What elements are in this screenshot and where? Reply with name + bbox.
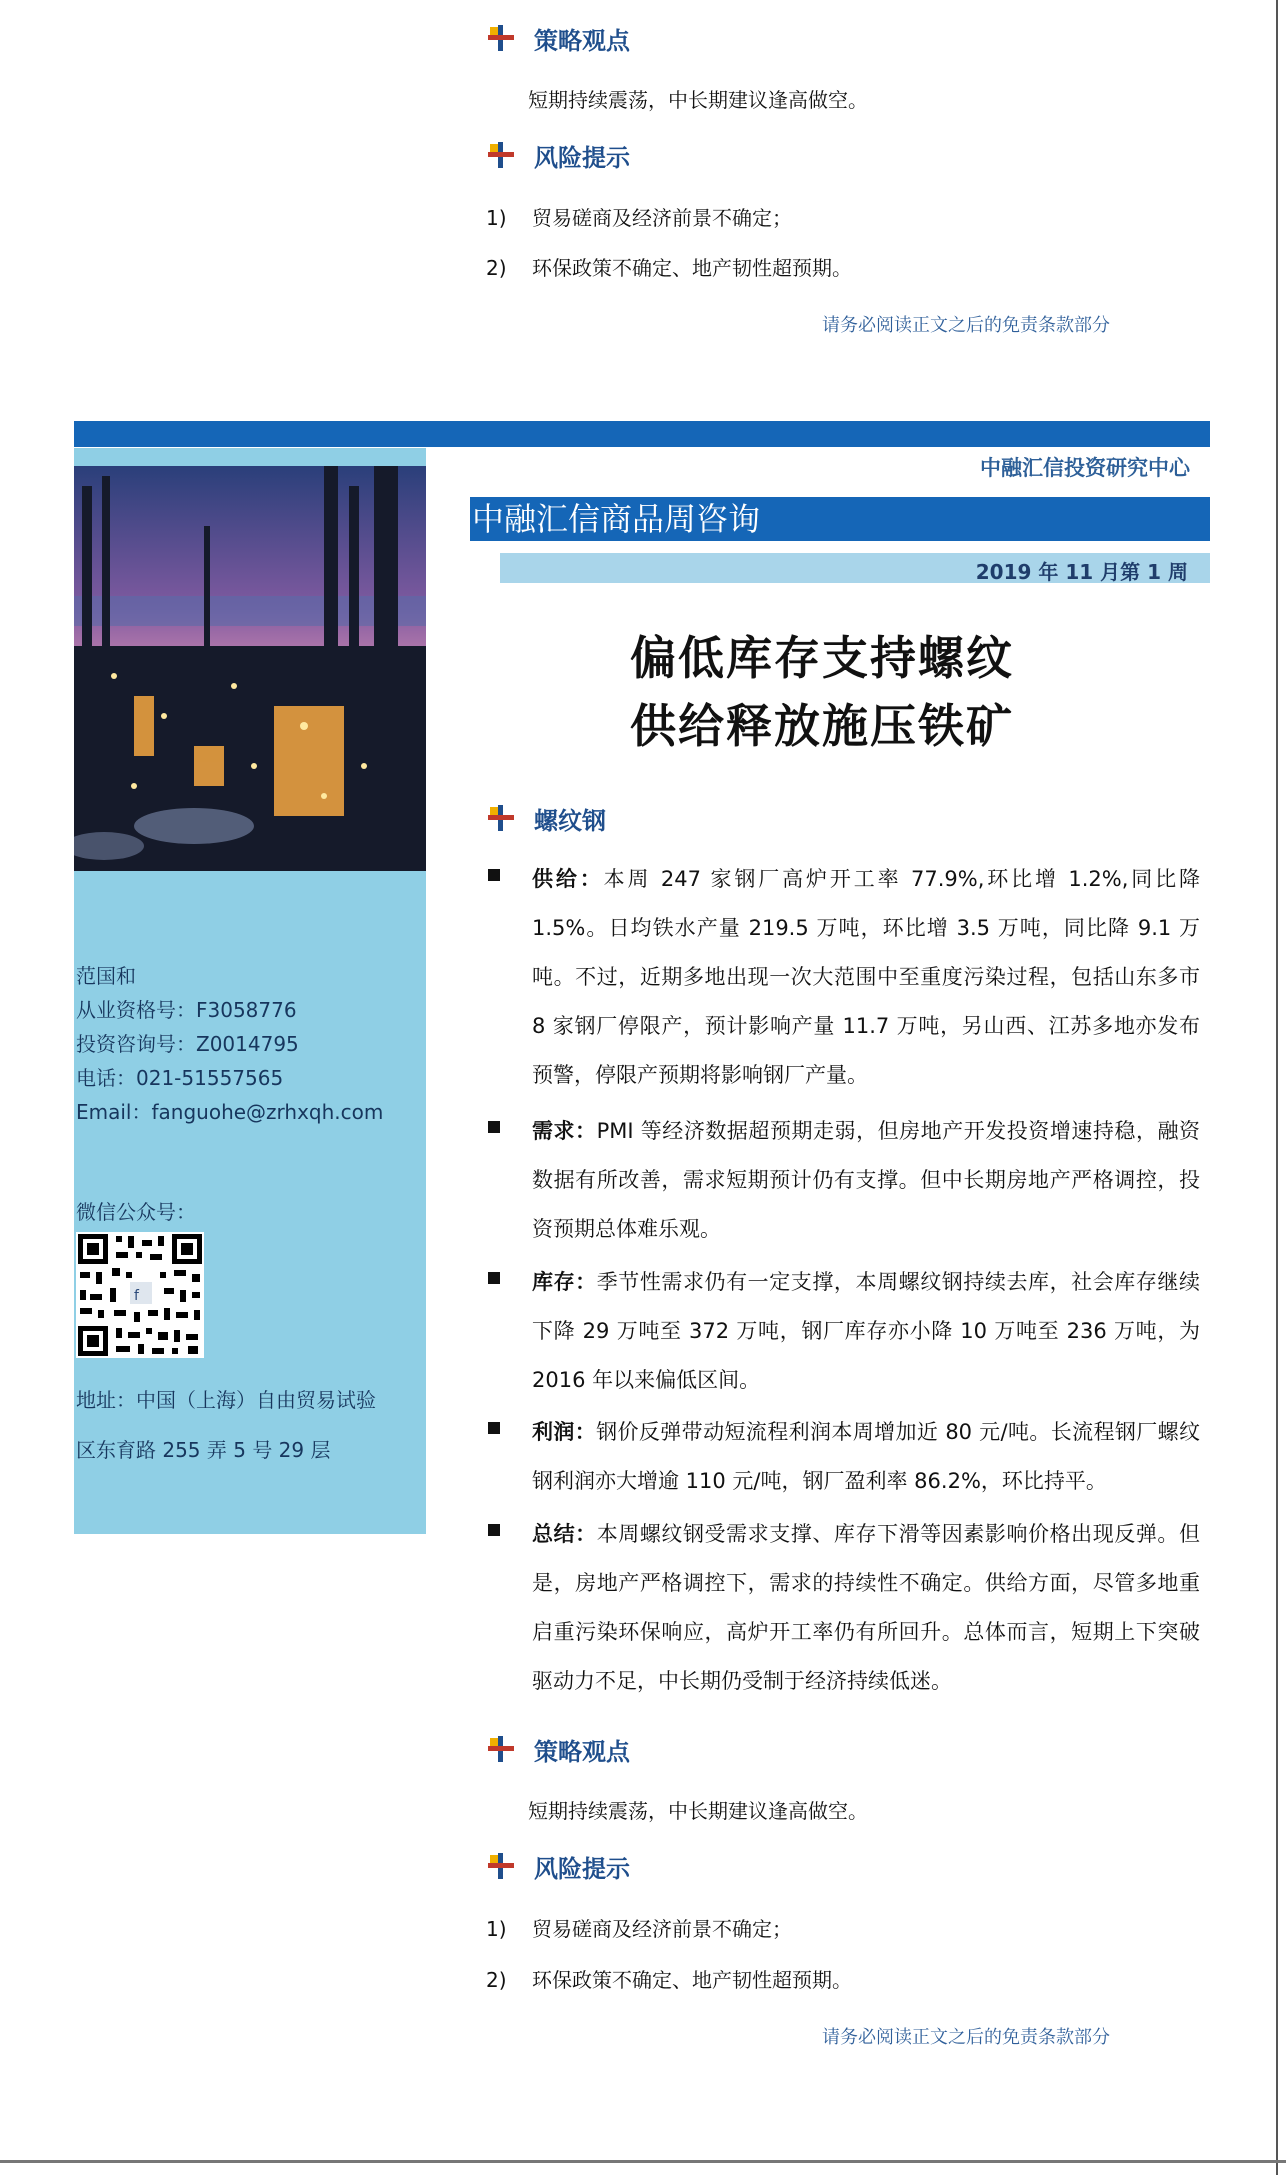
bullet-text: 钢价反弹带动短流程利润本周增加近 80 元/吨。长流程钢厂螺纹钢利润亦大增逾 110 元/吨，钢厂盈利率 86.2%，环比持平。	[532, 1420, 1200, 1493]
bullet-text: 本周 247 家钢厂高炉开工率 77.9%,环比增 1.2%,同比降 1.5%。日均铁水产量 219.5 万吨，环比增 3.5 万吨，同比降 9.1 万吨。不过，近期多地出现一次大范围中至重度污染过程，包括山东多市 8 家钢厂停限产，预计影响产量 11.7 万吨，另山西、江苏多地亦发布预警，停限产预期将影响钢厂产量。	[532, 867, 1201, 1087]
wechat-label: 微信公众号：	[76, 1200, 196, 1224]
bullet-label: 库存：	[532, 1270, 597, 1294]
section-marker-icon	[486, 23, 516, 53]
bullet-supply	[486, 855, 1200, 1100]
bullet-square-icon	[488, 1524, 500, 1536]
license-number: 从业资格号：F3058776	[76, 998, 297, 1022]
risk-number: 2)	[486, 256, 507, 280]
main-title-line-2: 供给释放施压铁矿	[630, 699, 1014, 753]
bullet-label: 供给：	[532, 867, 604, 891]
refinery-photo	[74, 466, 426, 871]
address-line-1: 地址：中国（上海）自由贸易试验	[76, 1388, 376, 1412]
prev-risk-title: 风险提示	[534, 143, 630, 172]
prev-risk-item	[486, 252, 852, 281]
risk-heading	[486, 1846, 630, 1886]
consult-number: 投资咨询号：Z0014795	[76, 1032, 299, 1056]
prev-risk-heading	[486, 135, 630, 175]
header-bar	[74, 421, 1210, 447]
bullet-summary	[486, 1510, 1200, 1706]
prev-risk-item	[486, 202, 792, 231]
svg-text:f: f	[134, 1288, 139, 1304]
banner-title: 中融汇信商品周咨询	[472, 500, 761, 538]
strategy-text: 短期持续震荡，中长期建议逢高做空。	[528, 1799, 868, 1823]
address-line-2: 区东育路 255 弄 5 号 29 层	[76, 1438, 331, 1462]
bullet-square-icon	[488, 869, 500, 881]
page-right-border	[1276, 0, 1278, 2175]
risk-number: 1)	[486, 1917, 507, 1941]
bullet-label: 总结：	[532, 1522, 597, 1546]
bullet-square-icon	[488, 1121, 500, 1133]
section-marker-icon	[486, 140, 516, 170]
bullet-label: 利润：	[532, 1420, 597, 1444]
phone: 电话：021-51557565	[76, 1066, 284, 1090]
section-marker-icon	[486, 1734, 516, 1764]
email: Email：fanguohe@zrhxqh.com	[76, 1100, 384, 1124]
prev-strategy-heading	[486, 18, 630, 58]
bullet-text: 本周螺纹钢受需求支撑、库存下滑等因素影响价格出现反弹。但是，房地产严格调控下，需求的持续性不确定。供给方面，尽管多地重启重污染环保响应，高炉开工率仍有所回升。总体而言，短期上下突破驱动力不足，中长期仍受制于经济持续低迷。	[532, 1522, 1201, 1693]
main-title-line-1: 偏低库存支持螺纹	[630, 631, 1014, 685]
risk-text: 环保政策不确定、地产韧性超预期。	[532, 256, 852, 280]
risk-item	[486, 1964, 852, 1993]
prev-strategy-text: 短期持续震荡，中长期建议逢高做空。	[528, 88, 868, 112]
risk-number: 1)	[486, 206, 507, 230]
prev-disclaimer: 请务必阅读正文之后的免责条款部分	[822, 315, 1110, 336]
section-marker-icon	[486, 1851, 516, 1881]
page-bottom-border	[0, 2160, 1286, 2163]
bullet-square-icon	[488, 1422, 500, 1434]
risk-title: 风险提示	[534, 1854, 630, 1883]
prev-strategy-title: 策略观点	[534, 26, 630, 55]
risk-text: 贸易磋商及经济前景不确定；	[532, 1917, 792, 1941]
risk-text: 贸易磋商及经济前景不确定；	[532, 206, 792, 230]
bullet-demand	[486, 1107, 1200, 1254]
rebar-heading	[486, 798, 606, 838]
date-bar	[500, 553, 1210, 583]
bullet-square-icon	[488, 1272, 500, 1284]
analyst-name: 范国和	[76, 964, 136, 988]
risk-number: 2)	[486, 1968, 507, 1992]
section-marker-icon	[486, 803, 516, 833]
bullet-text: 季节性需求仍有一定支撑，本周螺纹钢持续去库，社会库存继续下降 29 万吨至 372 万吨，钢厂库存亦小降 10 万吨至 236 万吨，为 2016 年以来偏低区间。	[532, 1270, 1201, 1392]
footer-disclaimer: 请务必阅读正文之后的免责条款部分	[822, 2027, 1110, 2048]
report-banner	[470, 497, 1210, 541]
strategy-heading	[486, 1729, 630, 1769]
risk-text: 环保政策不确定、地产韧性超预期。	[532, 1968, 852, 1992]
wechat-qr-code	[76, 1232, 204, 1358]
bullet-profit	[486, 1408, 1200, 1506]
bullet-label: 需求：	[532, 1119, 597, 1143]
strategy-title: 策略观点	[534, 1737, 630, 1766]
risk-item	[486, 1913, 792, 1942]
report-date: 2019 年 11 月第 1 周	[975, 560, 1188, 584]
bullet-inventory	[486, 1258, 1200, 1405]
research-center-name: 中融汇信投资研究中心	[980, 456, 1190, 480]
bullet-text: PMI 等经济数据超预期走弱，但房地产开发投资增速持稳，融资数据有所改善，需求短期预计仍有支撑。但中长期房地产严格调控，投资预期总体难乐观。	[532, 1119, 1200, 1241]
rebar-title: 螺纹钢	[534, 806, 606, 835]
